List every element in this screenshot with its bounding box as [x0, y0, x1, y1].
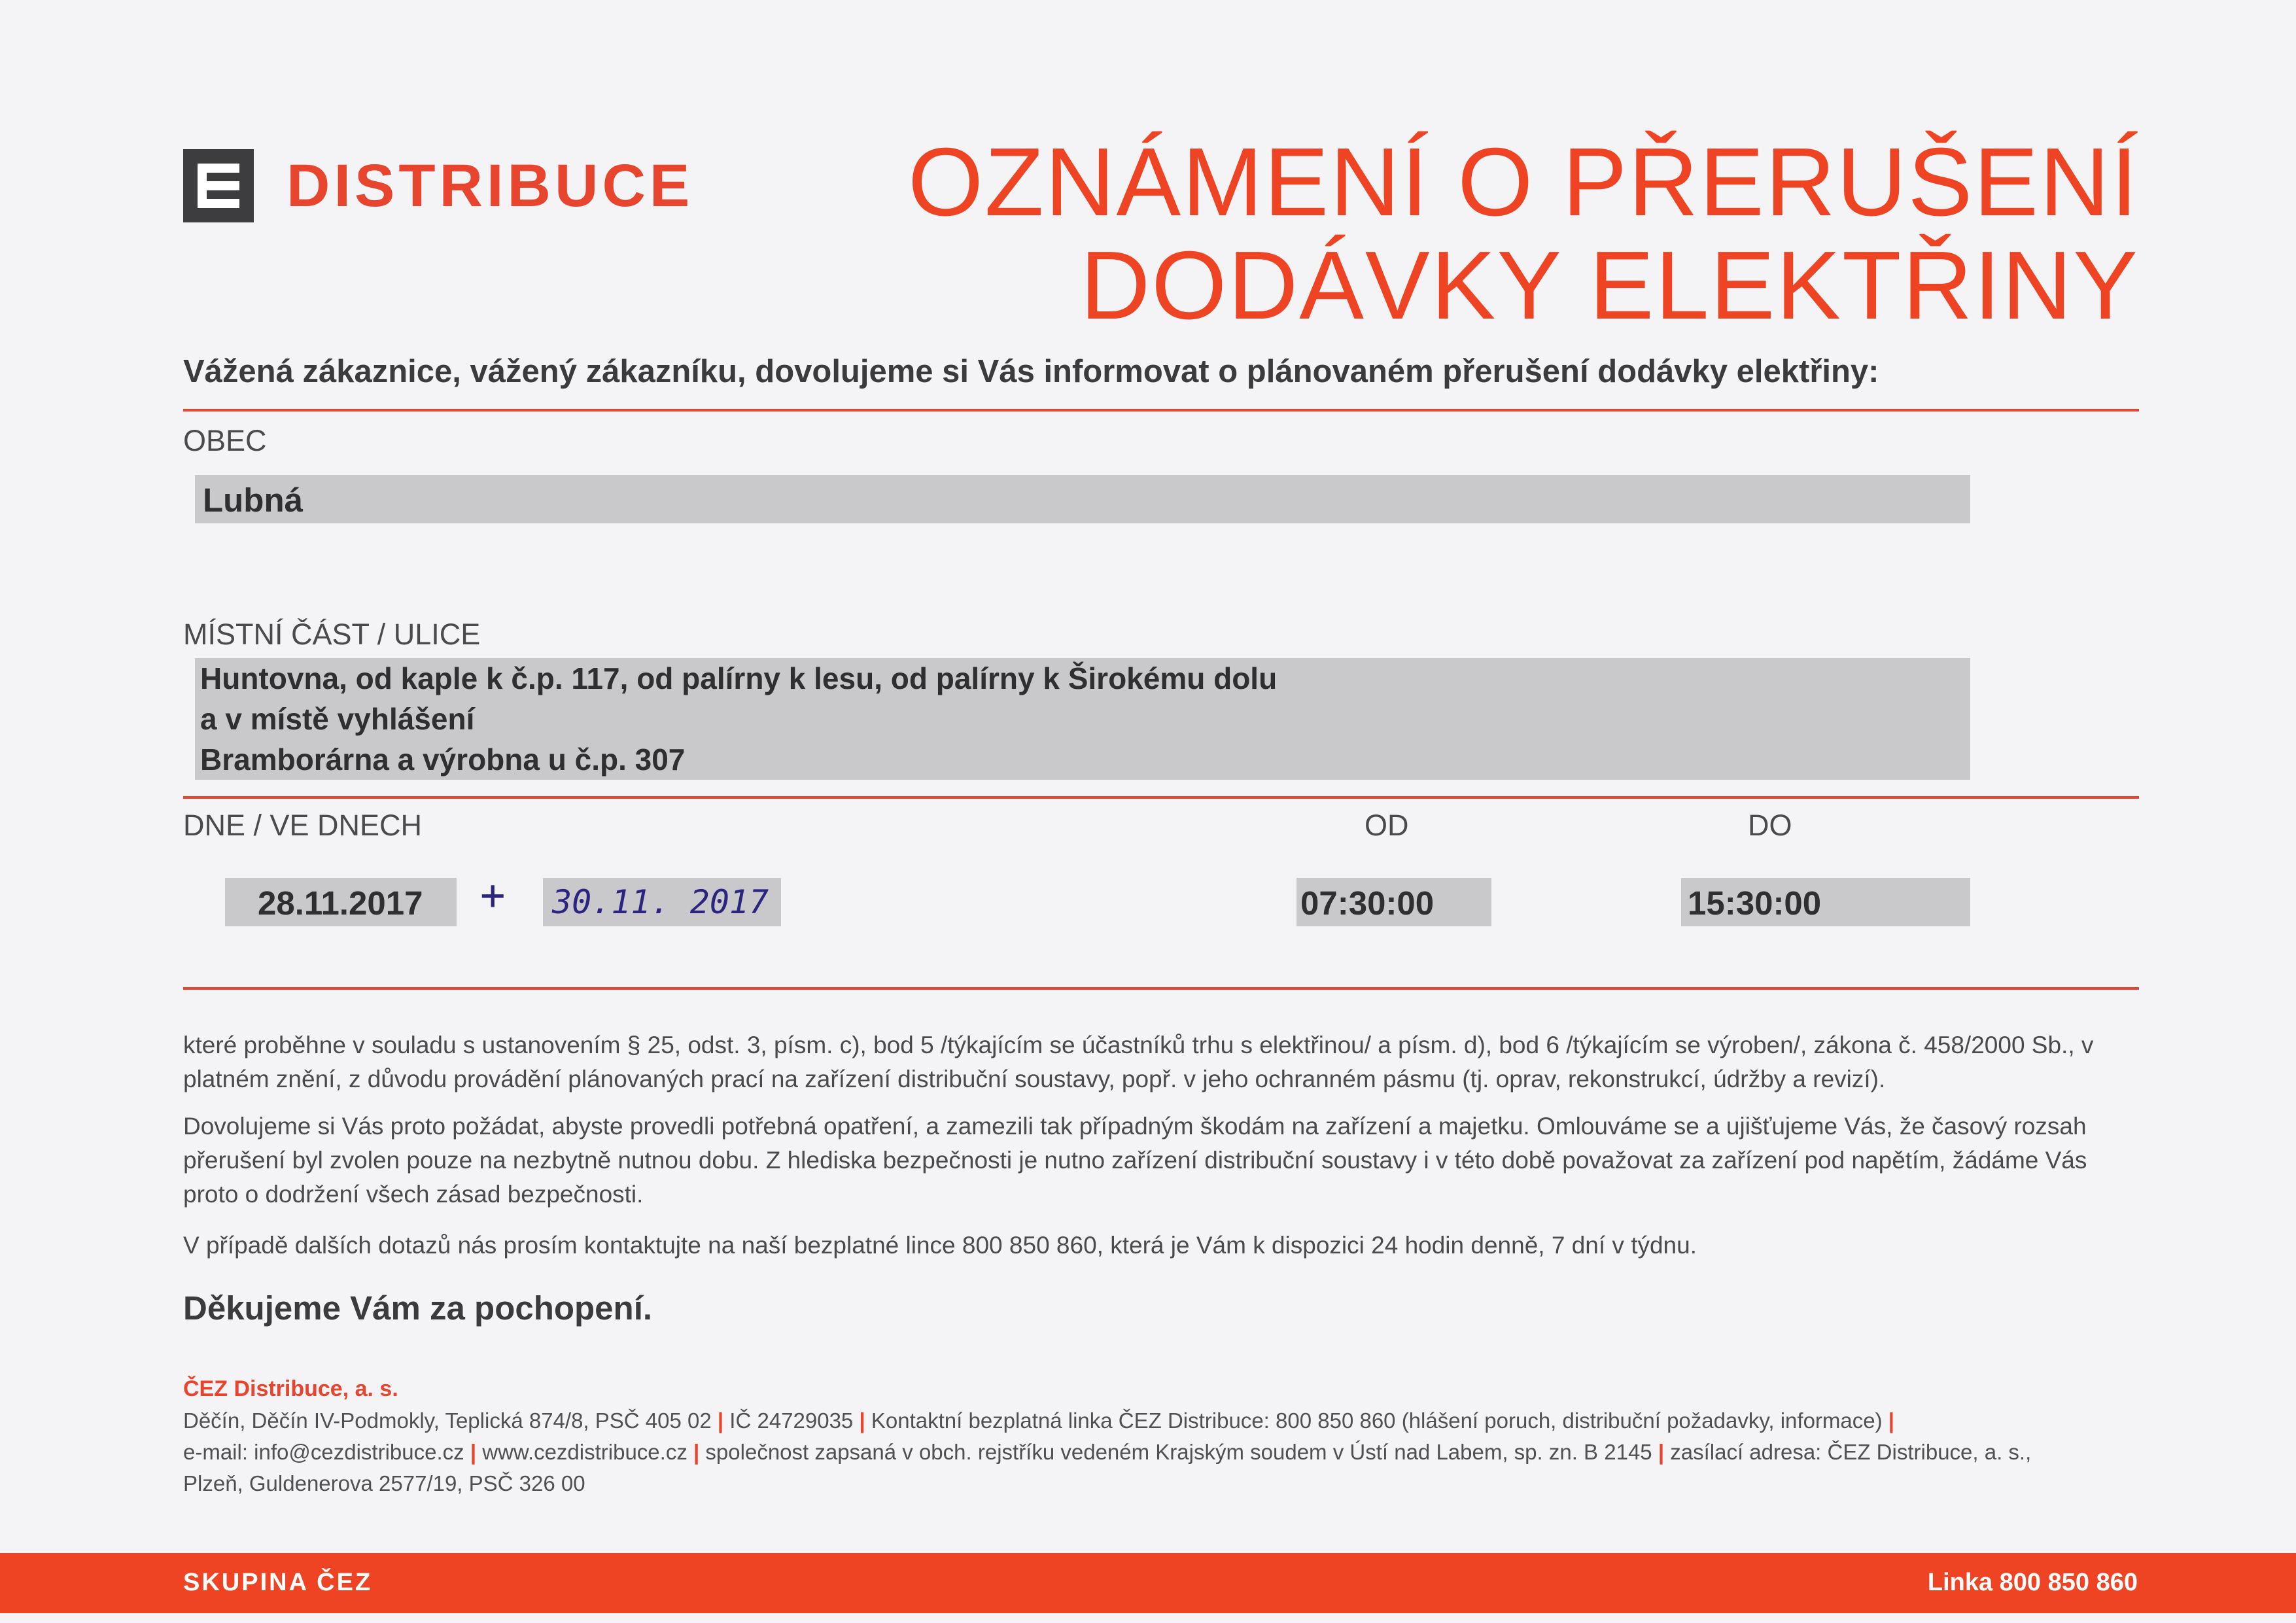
- separator: |: [859, 1408, 865, 1433]
- intro-text: Vážená zákaznice, vážený zákazníku, dovolujeme si Vás informovat o plánovaném přerušení dodávky elektřiny:: [183, 354, 1879, 389]
- od-value: 07:30:00: [1300, 884, 1435, 922]
- obec-label: OBEC: [183, 424, 267, 457]
- footer-group: SKUPINA ČEZ: [183, 1569, 373, 1596]
- company-name: ČEZ Distribuce, a. s.: [183, 1376, 398, 1401]
- dates-label: DNE / VE DNECH: [183, 809, 423, 842]
- footer-bar: [0, 1553, 2296, 1613]
- od-field: [1296, 878, 1491, 926]
- od-label: OD: [1365, 809, 1409, 842]
- paragraph-legal: které proběhne v souladu s ustanovením § 25, odst. 3, písm. c), bod 5 /týkajícím se účastníků trhu s elektřinou/ a písm. d), bod 6 /týkajícím se výroben/, zákona č. 458/2000 Sb., v platném znění, z důvodu provádění plánovaných prací na zařízení distribuční soustavy, popř. v jeho ochranném pásmu (tj. oprav, rekonstrukcí, údržby a revizí).: [183, 1032, 2094, 1092]
- do-value: 15:30:00: [1688, 884, 1822, 922]
- date-field: [225, 878, 457, 926]
- footer-hotline: Linka 800 850 860: [1927, 1569, 2138, 1596]
- separator: |: [1658, 1440, 1665, 1464]
- title-line-1: OZNÁMENÍ O PŘERUŠENÍ: [908, 128, 2139, 236]
- do-label: DO: [1748, 809, 1792, 842]
- separator: |: [693, 1440, 700, 1464]
- ulice-line-2: a v místě vyhlášení: [200, 702, 475, 736]
- postal-address: zasílací adresa: ČEZ Distribuce, a. s.,: [1670, 1440, 2032, 1464]
- web-link[interactable]: www.cezdistribuce.cz: [482, 1440, 687, 1464]
- paragraph-request: Dovolujeme si Vás proto požádat, abyste provedli potřebná opatření, a zamezili tak případným škodám na zařízení a majetku. Omlouváme se a ujišťujeme Vás, že časový rozsah přerušení byl zvolen pouze na nezbytně nutnou dobu. Z hlediska bezpečnosti je nutno zařízení distribuční soustavy i v této době považovat za zařízení pod napětím, žádáme Vás proto o dodržení všech zásad bezpečnosti.: [183, 1113, 2087, 1208]
- register-info: společnost zapsaná v obch. rejstříku vedeném Krajským soudem v Ústí nad Labem, sp. zn. B 2145: [705, 1440, 1652, 1464]
- paragraph-contact: V případě dalších dotazů nás prosím kontaktujte na naší bezplatné lince 800 850 860, která je Vám k dispozici 24 hodin denně, 7 dní v týdnu.: [183, 1232, 1697, 1259]
- ulice-line-3: Bramborárna a výrobna u č.p. 307: [200, 742, 686, 777]
- document-title: [908, 128, 2139, 340]
- thanks-text: Děkujeme Vám za pochopení.: [183, 1289, 653, 1327]
- divider: [183, 987, 2139, 990]
- hotline-info: Kontaktní bezplatná linka ČEZ Distribuce: 800 850 860 (hlášení poruch, distribuční požadavky, informace): [871, 1408, 1883, 1433]
- ico: IČ 24729035: [729, 1408, 854, 1433]
- cez-logo-icon: [183, 149, 254, 222]
- ulice-label: MÍSTNÍ ČÁST / ULICE: [183, 618, 481, 651]
- brand-name: DISTRIBUCE: [287, 152, 694, 219]
- separator: |: [470, 1440, 477, 1464]
- obec-value: Lubná: [203, 481, 303, 519]
- company-address: [183, 1405, 2146, 1499]
- address: Děčín, Děčín IV-Podmokly, Teplická 874/8, PSČ 405 02: [183, 1408, 712, 1433]
- divider: [183, 409, 2139, 411]
- email-link[interactable]: e-mail: info@cezdistribuce.cz: [183, 1440, 464, 1464]
- ulice-field: [195, 658, 1970, 780]
- do-field: [1681, 878, 1970, 926]
- postal-address-line-2: Plzeň, Guldenerova 2577/19, PSČ 326 00: [183, 1471, 585, 1495]
- plus-sign: +: [480, 871, 506, 920]
- obec-field: [195, 475, 1970, 523]
- handwritten-date-field: [543, 878, 781, 926]
- date-value: 28.11.2017: [258, 884, 423, 922]
- divider: [183, 796, 2139, 799]
- handwritten-date: 30.11. 2017: [552, 883, 769, 921]
- separator: |: [1888, 1408, 1895, 1433]
- separator: |: [717, 1408, 724, 1433]
- title-line-2: DODÁVKY ELEKTŘINY: [1080, 232, 2139, 340]
- ulice-line-1: Huntovna, od kaple k č.p. 117, od palírny k lesu, od palírny k Širokému dolu: [200, 661, 1278, 695]
